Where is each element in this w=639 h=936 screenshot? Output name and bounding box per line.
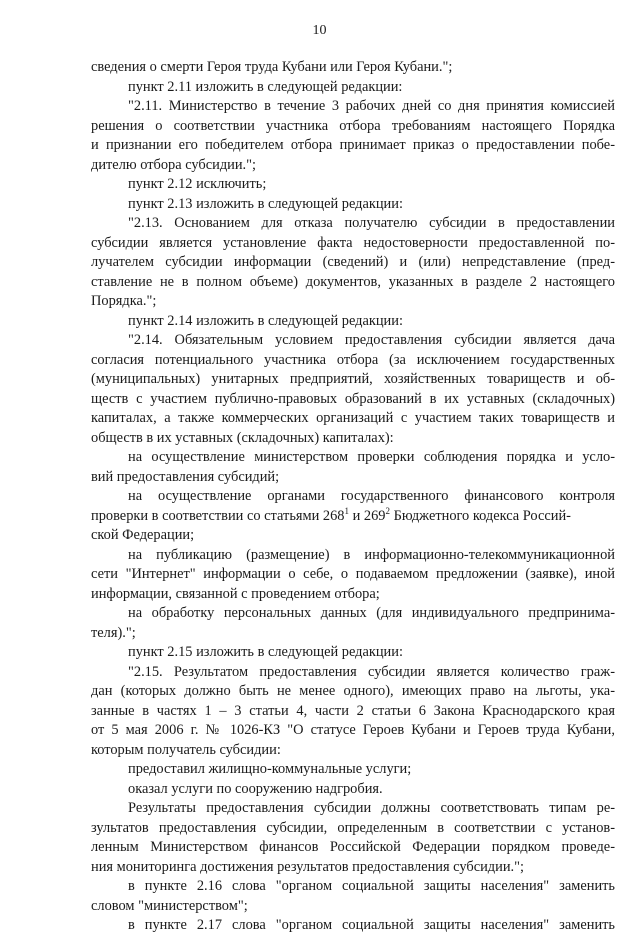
text-line: пункт 2.12 исключить;: [128, 176, 267, 192]
text-line: ленным Министерством финансов Российской Федерации порядком проведе-: [91, 839, 615, 855]
text-line-with-superscripts: [91, 507, 615, 527]
text-line: пункт 2.13 изложить в следующей редакции:: [128, 195, 403, 212]
text-line: "2.11. Министерство в течение 3 рабочих дней со дня принятия комиссией: [128, 98, 615, 114]
text-line: на осуществление органами государственного финансового контроля: [128, 488, 615, 504]
document-body: [91, 58, 615, 936]
text-line: "2.13. Основанием для отказа получателю субсидии в предоставлении: [128, 215, 615, 231]
text-line: (муниципальных) унитарных предприятий, хозяйственных товариществ и об-: [91, 371, 615, 387]
text-line: предоставил жилищно-коммунальные услуги;: [128, 761, 412, 777]
text-line: согласия потенциального участника отбора (за исключением государственных: [91, 351, 615, 368]
text-line: сведения о смерти Героя труда Кубани или Героя Кубани.";: [91, 59, 453, 75]
text-line: словом "министерством";: [91, 897, 248, 914]
page-number: 10: [312, 23, 327, 38]
text-line: дан (которых должно быть не менее одного), имеющих право на льготы, ука-: [91, 683, 615, 699]
text-line: субсидии является установление факта недостоверности предоставленной по-: [91, 234, 615, 251]
text-segment: проверки в соответствии со статьями 268: [91, 507, 345, 524]
text-line: пункт 2.15 изложить в следующей редакции:: [128, 644, 403, 660]
text-line: решения о соответствии участника отбора требованиям настоящего Порядка: [91, 117, 615, 134]
text-line: пункт 2.11 изложить в следующей редакции:: [128, 78, 403, 95]
text-line: ской Федерации;: [91, 527, 195, 543]
text-line: и признании его победителем отбора принимает приказ о предоставлении побе-: [91, 137, 615, 153]
text-line: в пункте 2.16 слова "органом социальной защиты населения" заменить: [128, 878, 615, 894]
text-line: от 5 мая 2006 г. № 1026-КЗ "О статусе Героев Кубани и Героев труда Кубани,: [91, 722, 615, 738]
text-line: лучателем субсидии информации (сведений) и (или) непредставление (пред-: [91, 254, 615, 270]
superscript: 2: [385, 505, 390, 516]
text-line: на публикацию (размещение) в информационно-телекоммуникационной: [128, 546, 615, 563]
text-line: сети "Интернет" информации о себе, о подаваемом предложении (заявке), иной: [91, 566, 615, 582]
superscript: 1: [344, 505, 349, 516]
text-line: пункт 2.14 изложить в следующей редакции:: [128, 312, 403, 329]
text-line: оказал услуги по сооружению надгробия.: [128, 780, 383, 797]
text-line: Порядка.";: [91, 293, 157, 309]
text-line: в пункте 2.17 слова "органом социальной защиты населения" заменить: [128, 917, 615, 933]
text-line: занные в частях 1 – 3 статьи 4, части 2 статьи 6 Закона Краснодарского края: [91, 702, 615, 719]
text-line: обществ в их уставных (складочных) капиталах):: [91, 429, 394, 446]
text-line: ставление не в полном объеме) документов, указанных в разделе 2 настоящего: [91, 273, 615, 290]
text-line: информации, связанной с проведением отбора;: [91, 585, 380, 602]
text-line: на осуществление министерством проверки соблюдения порядка и усло-: [128, 449, 615, 465]
text-line: ния мониторинга достижения результатов предоставления субсидии.";: [91, 858, 524, 875]
text-segment: и 269: [349, 507, 386, 524]
text-line: дителю отбора субсидии.";: [91, 156, 257, 173]
text-line: вий предоставления субсидий;: [91, 468, 280, 485]
text-line: ществ с участием публично-правовых образований в их уставных (складочных): [91, 390, 615, 407]
text-line: на обработку персональных данных (для индивидуального предпринима-: [128, 605, 615, 621]
text-line: зультатов предоставления субсидии, определенным в соответствии с установ-: [91, 819, 615, 836]
text-line: "2.15. Результатом предоставления субсидии является количество граж-: [128, 663, 615, 680]
text-line: капиталах, а также коммерческих организаций с участием таких товариществ и: [91, 410, 615, 426]
text-segment: Бюджетного кодекса Россий-: [389, 507, 571, 524]
text-line: "2.14. Обязательным условием предоставления субсидии является дача: [128, 332, 615, 348]
text-line: Результаты предоставления субсидии должны соответствовать типам ре-: [128, 800, 615, 816]
text-line: которым получатель субсидии:: [91, 741, 281, 758]
text-line: теля).";: [91, 624, 136, 641]
